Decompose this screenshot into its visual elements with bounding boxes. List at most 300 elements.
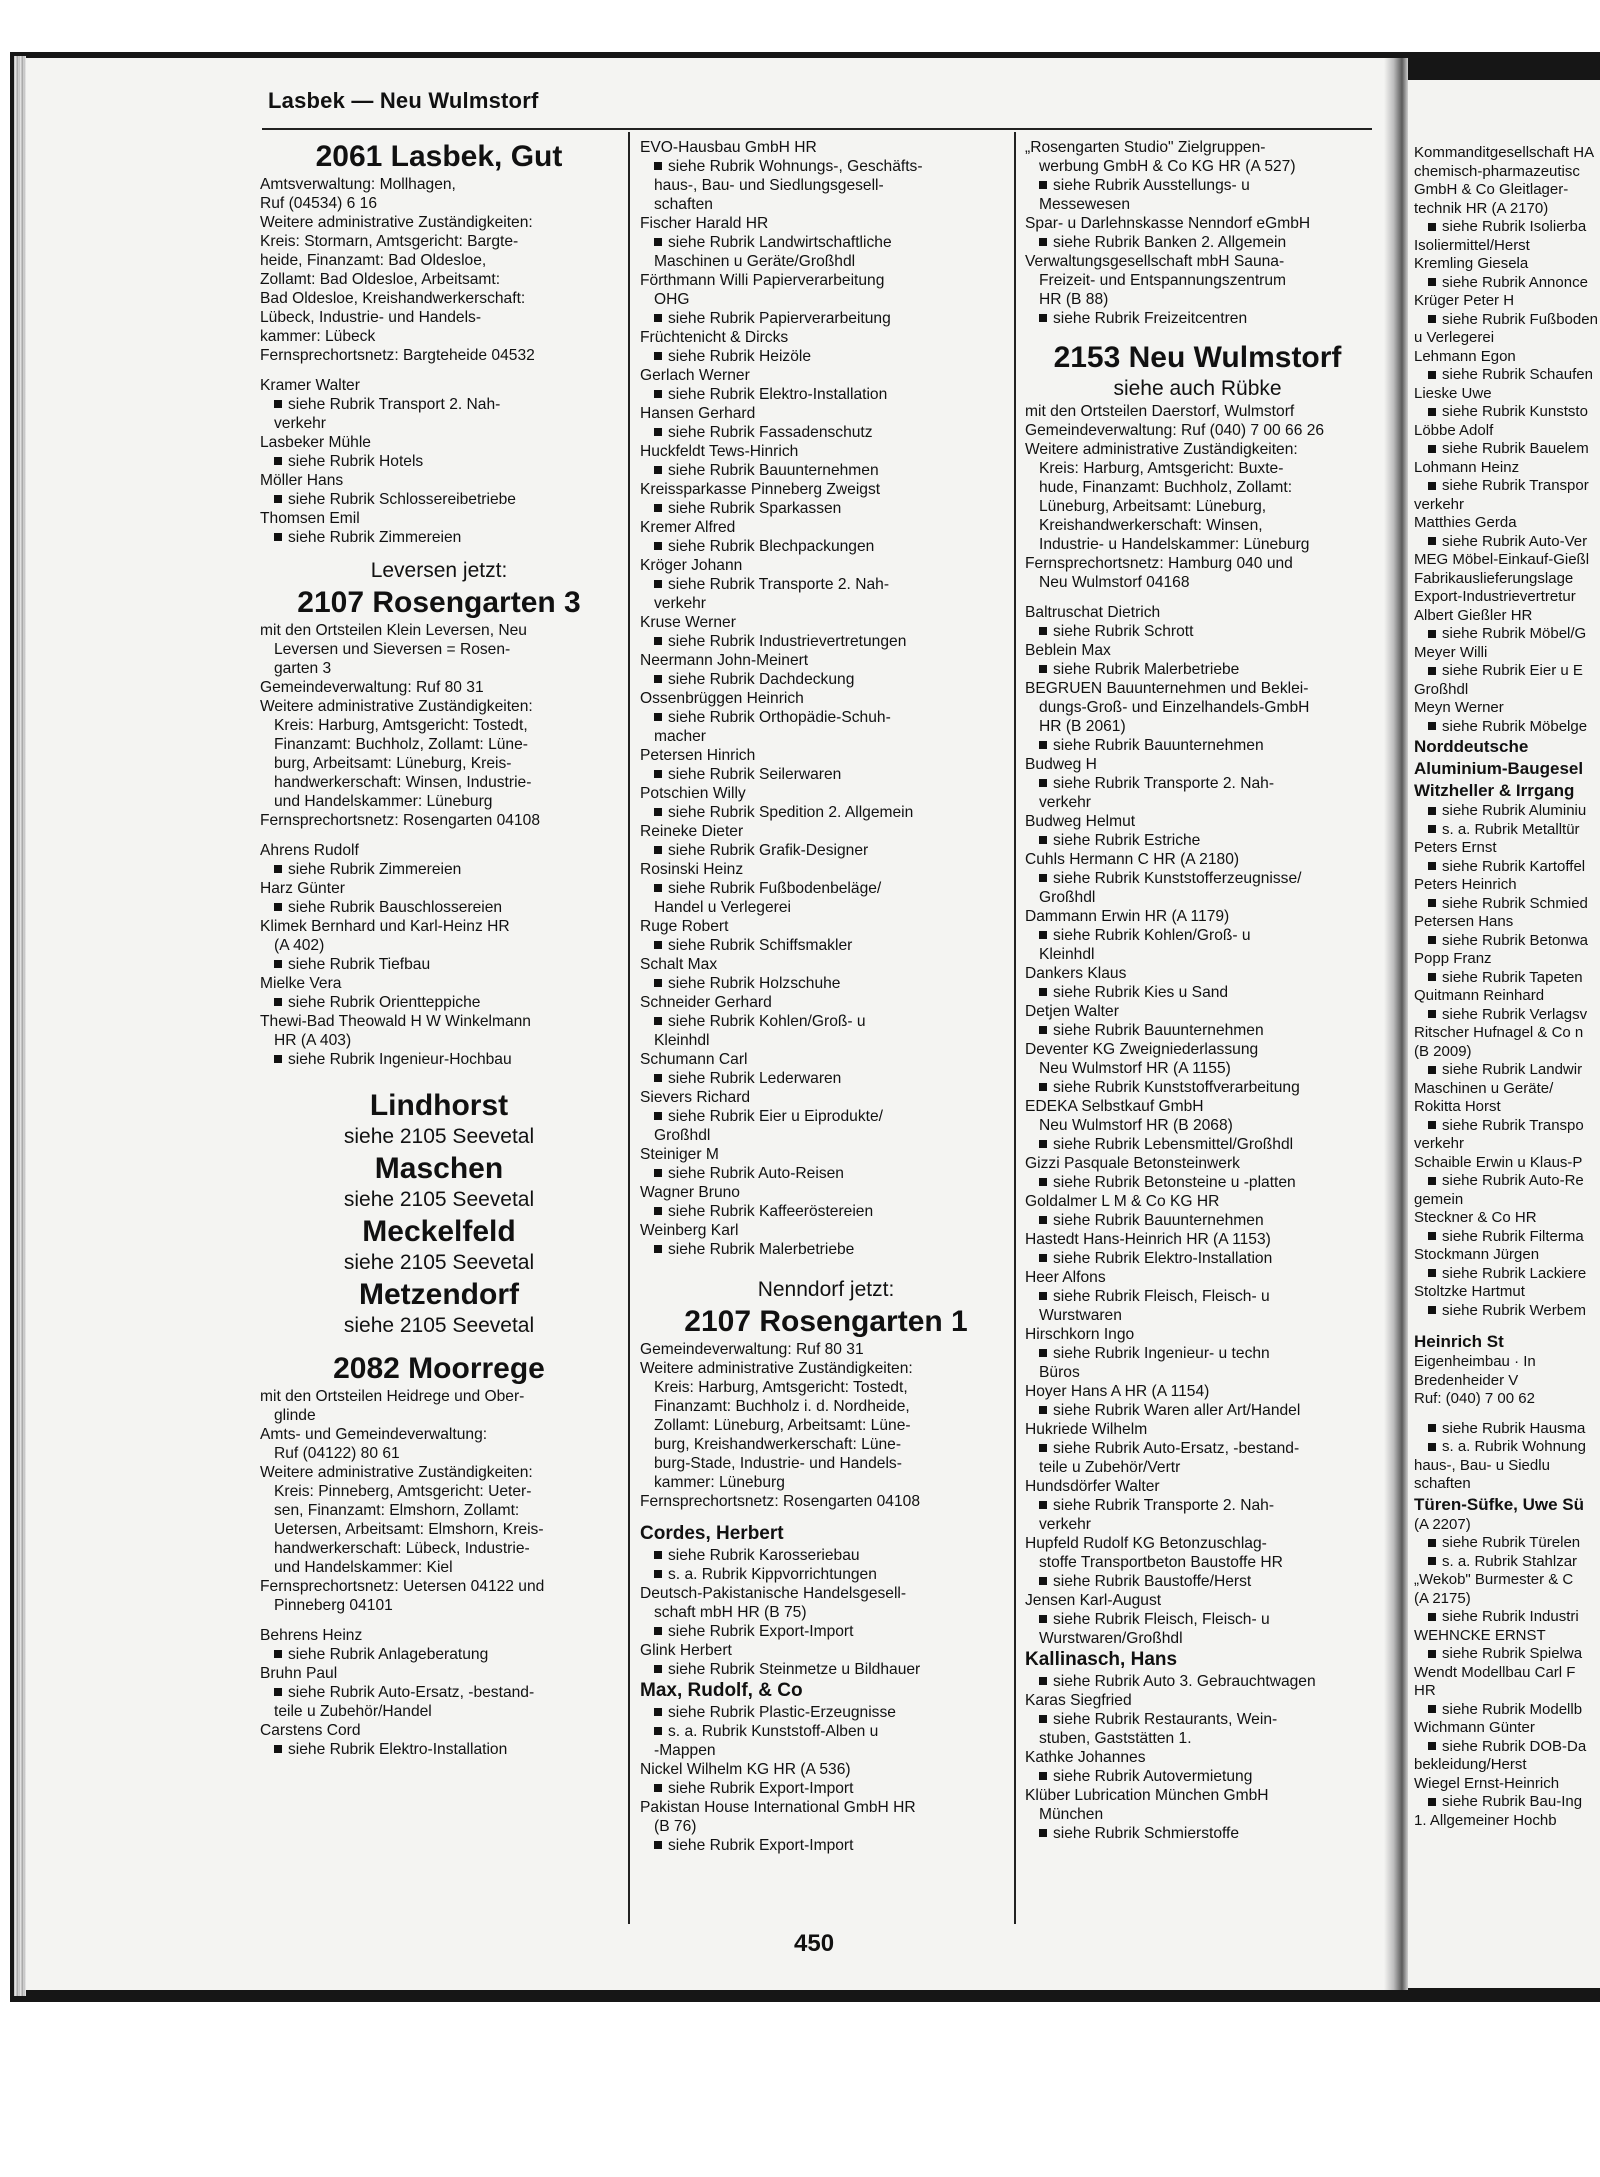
line-text: Maschen	[374, 1152, 504, 1185]
listing-line	[260, 1482, 618, 1501]
listing-line	[640, 1817, 1012, 1836]
line-text: Budweg H	[1025, 756, 1097, 773]
line-text: Ossenbrüggen Heinrich	[640, 690, 804, 707]
line-text: siehe Rubrik Kartoffel	[1442, 857, 1586, 875]
bullet-square-icon	[1428, 1650, 1436, 1658]
listing-line	[1414, 876, 1600, 895]
bullet-square-icon	[1039, 314, 1047, 322]
listing-line	[640, 955, 1012, 974]
line-text: Hukriede Wilhelm	[1025, 1421, 1148, 1438]
section-subheading	[1025, 376, 1370, 402]
line-text: siehe Rubrik Türelen	[1442, 1534, 1581, 1551]
section-subheading	[260, 1124, 618, 1150]
listing-line	[1025, 1116, 1370, 1135]
line-text: Fabrikauslieferungslage	[1414, 569, 1574, 587]
line-text: siehe Rubrik Anlageberatung	[288, 1646, 489, 1663]
line-text: Potschien Willy	[640, 785, 746, 802]
bullet-square-icon	[654, 1074, 662, 1082]
listing-line	[640, 1760, 1012, 1779]
bullet-square-icon	[1428, 278, 1436, 286]
rubric-reference	[640, 1722, 1012, 1741]
line-text: Finanzamt: Buchholz, Zollamt: Lüne-	[274, 736, 528, 753]
line-text: siehe Rubrik Lederwaren	[668, 1070, 842, 1087]
listing-line	[640, 556, 1012, 575]
rubric-reference	[1025, 1135, 1370, 1154]
bullet-square-icon	[1428, 630, 1436, 638]
line-text: mit den Ortsteilen Heidrege und Ober-	[260, 1388, 525, 1405]
listing-line	[640, 1798, 1012, 1817]
bullet-square-icon	[1428, 1798, 1436, 1806]
listing-line	[260, 621, 618, 640]
line-text: Detjen Walter	[1025, 1003, 1119, 1020]
line-text: glinde	[274, 1407, 316, 1424]
listing-line	[1414, 1627, 1600, 1646]
listing-line	[1025, 850, 1370, 869]
line-text: siehe Rubrik Fußboden	[1442, 310, 1598, 328]
listing-line	[260, 433, 618, 452]
rubric-reference	[1025, 1496, 1370, 1515]
listing-line	[1025, 573, 1370, 592]
section-heading	[640, 1303, 1012, 1340]
listing-line	[260, 659, 618, 678]
listing-line	[1025, 1363, 1370, 1382]
rubric-reference	[260, 395, 618, 414]
section-heading	[260, 1150, 618, 1187]
line-text: siehe Rubrik Industri	[1442, 1608, 1579, 1625]
line-text: Norddeutsche	[1414, 737, 1529, 756]
line-text: Amts- und Gemeindeverwaltung:	[260, 1426, 488, 1443]
listing-line	[640, 138, 1012, 157]
line-text: siehe Rubrik Kies u Sand	[1053, 984, 1229, 1001]
listing-line	[1025, 1306, 1370, 1325]
line-text: siehe Rubrik Fußbodenbeläge/	[668, 880, 882, 897]
listing-line	[1414, 237, 1600, 256]
line-text: HR (A 403)	[274, 1032, 352, 1049]
line-text: Fernsprechortsnetz: Rosengarten 04108	[640, 1493, 920, 1510]
listing-line	[640, 784, 1012, 803]
line-text: Thomsen Emil	[260, 510, 360, 527]
rubric-reference	[640, 841, 1012, 860]
bullet-square-icon	[274, 1650, 282, 1658]
listing-line	[640, 651, 1012, 670]
section-subheading	[260, 1250, 618, 1276]
rubric-reference	[640, 537, 1012, 556]
line-text: Thewi-Bad Theowald H W Winkelmann	[260, 1013, 531, 1030]
line-text: Uetersen, Arbeitsamt: Elmshorn, Kreis-	[274, 1521, 544, 1538]
line-text: siehe Rubrik Auto-Ersatz, -bestand-	[288, 1684, 535, 1701]
bullet-square-icon	[274, 903, 282, 911]
line-text: Nenndorf jetzt:	[757, 1278, 895, 1301]
directory-column-3	[1025, 138, 1370, 1843]
line-text: siehe Rubrik Verlagsv	[1442, 1005, 1588, 1023]
bullet-square-icon	[1428, 899, 1436, 907]
rubric-reference	[1414, 1534, 1600, 1553]
line-text: siehe Rubrik Steinmetze u Bildhauer	[668, 1661, 921, 1678]
line-text: Kruse Werner	[640, 614, 736, 631]
rubric-reference	[1025, 1249, 1370, 1268]
line-text: siehe Rubrik Auto-Ver	[1442, 532, 1588, 550]
line-text: Lüneburg, Arbeitsamt: Lüneburg,	[1039, 498, 1267, 515]
listing-line	[1025, 1192, 1370, 1211]
bullet-square-icon	[1039, 1349, 1047, 1357]
listing-line	[1414, 1664, 1600, 1683]
line-text: siehe Rubrik Elektro-Installation	[1053, 1250, 1273, 1267]
listing-line	[1025, 641, 1370, 660]
listing-line	[1414, 496, 1600, 515]
line-text: bekleidung/Herst	[1414, 1756, 1527, 1773]
rubric-reference	[260, 1050, 618, 1069]
listing-line	[640, 1454, 1012, 1473]
line-text: kammer: Lüneburg	[654, 1474, 785, 1491]
line-text: MEG Möbel-Einkauf-Gießl	[1414, 551, 1590, 568]
line-text: 2107 Rosengarten 3	[297, 586, 581, 619]
line-text: siehe Rubrik Aluminiu	[1442, 802, 1587, 819]
line-text: siehe Rubrik Möbel/G	[1442, 625, 1587, 642]
line-text: siehe 2105 Seevetal	[343, 1188, 535, 1211]
line-text: Gemeindeverwaltung: Ruf 80 31	[260, 679, 484, 696]
line-text: Förthmann Willi Papierverarbeitung	[640, 272, 885, 289]
line-text: Wagner Bruno	[640, 1184, 740, 1201]
rubric-reference	[1025, 983, 1370, 1002]
bullet-square-icon	[654, 637, 662, 645]
rubric-reference	[1414, 662, 1600, 681]
bullet-square-icon	[274, 495, 282, 503]
bullet-square-icon	[274, 1055, 282, 1063]
line-text: Quitmann Reinhard	[1414, 987, 1545, 1004]
rubric-reference	[640, 1836, 1012, 1855]
line-text: siehe Rubrik Transporte 2. Nah-	[668, 576, 890, 593]
bullet-square-icon	[274, 1745, 282, 1753]
listing-line	[1414, 1246, 1600, 1265]
line-text: siehe Rubrik Zimmereien	[288, 529, 462, 546]
listing-line	[640, 1145, 1012, 1164]
listing-line	[260, 1721, 618, 1740]
listing-line	[260, 194, 618, 213]
listing-line	[640, 860, 1012, 879]
rubric-reference	[260, 490, 618, 509]
line-text: burg-Stade, Industrie- und Handels-	[654, 1455, 902, 1472]
listing-line	[260, 974, 618, 993]
rubric-reference	[1414, 403, 1600, 422]
listing-line	[260, 289, 618, 308]
line-text: 2107 Rosengarten 1	[684, 1305, 968, 1338]
line-text: Schneider Gerhard	[640, 994, 772, 1011]
section-heading	[260, 1213, 618, 1250]
listing-line	[640, 613, 1012, 632]
line-text: siehe Rubrik Sparkassen	[668, 500, 842, 517]
line-text: Ruge Robert	[640, 918, 729, 935]
line-text: HR	[1414, 1682, 1436, 1699]
rubric-reference	[640, 461, 1012, 480]
line-text: Aluminium-Baugesel	[1414, 759, 1584, 778]
spacer	[640, 1511, 1012, 1522]
line-text: Kreis: Pinneberg, Amtsgericht: Ueter-	[274, 1483, 532, 1500]
line-text: (A 402)	[274, 937, 325, 954]
line-text: handwerkerschaft: Winsen, Industrie-	[274, 774, 532, 791]
line-text: siehe Rubrik Seilerwaren	[668, 766, 842, 783]
rubric-reference	[1414, 1793, 1600, 1812]
line-text: Max, Rudolf, & Co	[640, 1680, 803, 1701]
rubric-reference	[640, 347, 1012, 366]
line-text: Kreis: Harburg, Amtsgericht: Tostedt,	[654, 1379, 908, 1396]
line-text: (A 2207)	[1414, 1515, 1471, 1533]
listing-line	[260, 175, 618, 194]
bullet-square-icon	[1428, 1613, 1436, 1621]
listing-line	[260, 697, 618, 716]
bullet-square-icon	[1039, 1140, 1047, 1148]
rubric-reference	[1414, 1608, 1600, 1627]
listing-line	[1414, 1191, 1600, 1210]
line-text: Weitere administrative Zuständigkeiten:	[640, 1360, 913, 1377]
line-text: siehe 2105 Seevetal	[343, 1251, 535, 1274]
line-text: schaften	[654, 196, 713, 213]
listing-line	[640, 746, 1012, 765]
line-text: Meyn Werner	[1414, 699, 1504, 716]
line-text: hude, Finanzamt: Buchholz, Zollamt:	[1039, 479, 1293, 496]
bullet-square-icon	[654, 1784, 662, 1792]
bullet-square-icon	[1428, 1232, 1436, 1240]
listing-line	[1414, 607, 1600, 626]
rubric-reference	[1025, 1173, 1370, 1192]
bullet-square-icon	[1039, 931, 1047, 939]
line-text: Kreishandwerkerschaft: Winsen,	[1039, 517, 1263, 534]
listing-line	[260, 716, 618, 735]
line-text: Deventer KG Zweigniederlassung	[1025, 1041, 1259, 1058]
line-text: Fernsprechortsnetz: Rosengarten 04108	[260, 812, 540, 829]
listing-line	[260, 640, 618, 659]
line-text: verkehr	[1414, 495, 1465, 513]
line-text: Maschinen u Geräte/	[1414, 1079, 1554, 1097]
line-text: Hirschkorn Ingo	[1025, 1326, 1135, 1343]
listing-line	[640, 1492, 1012, 1511]
rubric-reference	[260, 955, 618, 974]
listing-line	[1414, 644, 1600, 663]
spacer	[260, 1069, 618, 1087]
bullet-square-icon	[1428, 1306, 1436, 1314]
rubric-reference	[640, 765, 1012, 784]
directory-column-2	[640, 138, 1012, 1855]
line-text: Kommanditgesellschaft HA	[1414, 144, 1595, 161]
line-text: Neu Wulmstorf HR (A 1155)	[1039, 1060, 1231, 1077]
rubric-reference	[1025, 831, 1370, 850]
line-text: mit den Ortsteilen Klein Leversen, Neu	[260, 622, 527, 639]
listing-line	[1414, 1080, 1600, 1099]
bullet-square-icon	[1428, 862, 1436, 870]
line-text: Ruf (04534) 6 16	[260, 195, 378, 212]
line-text: Witzheller & Irrgang	[1414, 781, 1575, 800]
listing-line	[260, 471, 618, 490]
bullet-square-icon	[654, 770, 662, 778]
listing-line	[1414, 200, 1600, 219]
line-text: siehe Rubrik Lebensmittel/Großhdl	[1053, 1136, 1294, 1153]
bold-listing	[640, 1679, 1012, 1703]
line-text: kammer: Lübeck	[260, 328, 376, 345]
line-text: Steckner & Co HR	[1414, 1209, 1537, 1226]
listing-line	[1025, 421, 1370, 440]
listing-line	[260, 1626, 618, 1645]
listing-line	[1025, 1629, 1370, 1648]
line-text: siehe Rubrik Restaurants, Wein-	[1053, 1711, 1278, 1728]
line-text: (A 2175)	[1414, 1589, 1471, 1607]
line-text: siehe Rubrik Bauunternehmen	[668, 462, 879, 479]
line-text: haus-, Bau- und Siedlungsgesell-	[654, 177, 884, 194]
bullet-square-icon	[1428, 482, 1436, 490]
line-text: siehe Rubrik Malerbetriebe	[668, 1241, 855, 1258]
rubric-reference	[640, 385, 1012, 404]
rubric-reference	[1025, 1572, 1370, 1591]
rubric-reference	[1414, 1438, 1600, 1457]
bullet-square-icon	[1039, 1577, 1047, 1585]
rubric-reference	[640, 499, 1012, 518]
listing-line	[1025, 1805, 1370, 1824]
line-text: 2082 Moorrege	[333, 1352, 545, 1385]
rubric-reference	[260, 1740, 618, 1759]
line-text: Weinberg Karl	[640, 1222, 739, 1239]
line-text: Freizeit- und Entspannungszentrum	[1039, 272, 1287, 289]
bullet-square-icon	[654, 846, 662, 854]
rubric-reference	[640, 803, 1012, 822]
line-text: Popp Franz	[1414, 950, 1492, 967]
listing-line	[260, 735, 618, 754]
bullet-square-icon	[1039, 1026, 1047, 1034]
listing-line	[260, 1444, 618, 1463]
listing-line	[1025, 812, 1370, 831]
line-text: Neu Wulmstorf HR (B 2068)	[1039, 1117, 1233, 1134]
line-text: Lindhorst	[369, 1089, 509, 1122]
line-text: Ruf: (040) 7 00 62	[1414, 1390, 1535, 1407]
listing-line	[1414, 1098, 1600, 1117]
line-text: siehe Rubrik Malerbetriebe	[1053, 661, 1240, 678]
bullet-square-icon	[274, 960, 282, 968]
rubric-reference	[1025, 869, 1370, 888]
line-text: Weitere administrative Zuständigkeiten:	[260, 698, 533, 715]
bullet-square-icon	[1428, 1742, 1436, 1750]
bold-listing	[1414, 780, 1600, 802]
rubric-reference	[1025, 1610, 1370, 1629]
rubric-reference	[1414, 1006, 1600, 1025]
listing-line	[1025, 1097, 1370, 1116]
line-text: stoffe Transportbeton Baustoffe HR	[1039, 1554, 1283, 1571]
line-text: EDEKA Selbstkauf GmbH	[1025, 1098, 1204, 1115]
line-text: Rokitta Horst	[1414, 1098, 1501, 1115]
line-text: Reineke Dieter	[640, 823, 744, 840]
listing-line	[640, 1031, 1012, 1050]
bullet-square-icon	[1039, 836, 1047, 844]
bullet-square-icon	[1039, 627, 1047, 635]
listing-line	[1414, 459, 1600, 478]
section-heading	[260, 584, 618, 621]
line-text: siehe Rubrik Fleisch, Fleisch- u	[1053, 1611, 1270, 1628]
line-text: Wurstwaren	[1039, 1307, 1122, 1324]
line-text: siehe Rubrik Kunststo	[1442, 403, 1588, 420]
line-text: siehe Rubrik Elektro-Installation	[668, 386, 888, 403]
line-text: Jensen Karl-August	[1025, 1592, 1162, 1609]
line-text: s. a. Rubrik Wohnung	[1442, 1438, 1586, 1455]
line-text: Industrie- u Handelskammer: Lüneburg	[1039, 536, 1310, 553]
bullet-square-icon	[1039, 1715, 1047, 1723]
rubric-reference	[640, 1546, 1012, 1565]
line-text: Wichmann Günter	[1414, 1719, 1535, 1736]
listing-line	[260, 1558, 618, 1577]
listing-line	[260, 754, 618, 773]
line-text: Fernsprechortsnetz: Bargteheide 04532	[260, 347, 535, 364]
line-text: burg, Kreishandwerkerschaft: Lüne-	[654, 1436, 902, 1453]
line-text: Heinrich St	[1414, 1332, 1504, 1351]
listing-line	[1025, 478, 1370, 497]
listing-line	[260, 1387, 618, 1406]
listing-line	[1025, 1786, 1370, 1805]
line-text: macher	[654, 728, 706, 745]
listing-line	[260, 232, 618, 251]
line-text: siehe Rubrik Export-Import	[668, 1837, 854, 1854]
line-text: verkehr	[654, 595, 706, 612]
page-header: Lasbek — Neu Wulmstorf	[268, 88, 539, 113]
line-text: siehe Rubrik Kunststofferzeugnisse/	[1053, 870, 1302, 887]
bold-listing	[1414, 758, 1600, 780]
listing-line	[1025, 516, 1370, 535]
bullet-square-icon	[1428, 1269, 1436, 1277]
listing-line	[1025, 679, 1370, 698]
listing-line	[1025, 793, 1370, 812]
listing-line	[640, 195, 1012, 214]
bullet-square-icon	[654, 314, 662, 322]
bullet-square-icon	[1428, 408, 1436, 416]
line-text: siehe Rubrik Ingenieur- u techn	[1053, 1345, 1270, 1362]
listing-line	[260, 936, 618, 955]
line-text: Maschinen u Geräte/Großhdl	[654, 253, 856, 270]
section-heading	[260, 1276, 618, 1313]
bullet-square-icon	[1428, 537, 1436, 545]
book-page-edge	[14, 56, 26, 1996]
listing-line	[1414, 144, 1600, 163]
line-text: siehe Rubrik Hotels	[288, 453, 424, 470]
line-text: Fernsprechortsnetz: Hamburg 040 und	[1025, 555, 1293, 572]
bullet-square-icon	[1428, 973, 1436, 981]
listing-line	[1414, 839, 1600, 858]
listing-line	[640, 898, 1012, 917]
rubric-reference	[1414, 1553, 1600, 1572]
line-text: siehe Rubrik Kunststoffverarbeitung	[1053, 1079, 1300, 1096]
line-text: 2061 Lasbek, Gut	[315, 140, 563, 173]
line-text: Kleinhdl	[654, 1032, 710, 1049]
bullet-square-icon	[654, 808, 662, 816]
rubric-reference	[640, 708, 1012, 727]
line-text: siehe Rubrik Estriche	[1053, 832, 1201, 849]
line-text: siehe Rubrik Plastic-Erzeugnisse	[668, 1704, 896, 1721]
rubric-reference	[1025, 926, 1370, 945]
bullet-square-icon	[654, 162, 662, 170]
listing-line	[640, 727, 1012, 746]
line-text: Lieske Uwe	[1414, 384, 1492, 402]
line-text: Kreis: Harburg, Amtsgericht: Tostedt,	[274, 717, 528, 734]
section-heading	[1025, 339, 1370, 376]
line-text: s. a. Rubrik Kippvorrichtungen	[668, 1566, 877, 1583]
bullet-square-icon	[1039, 1083, 1047, 1091]
line-text: siehe Rubrik Auto-Ersatz, -bestand-	[1053, 1440, 1300, 1457]
line-text: siehe Rubrik Kohlen/Groß- u	[1053, 927, 1251, 944]
line-text: siehe Rubrik Blechpackungen	[668, 538, 875, 555]
line-text: Carstens Cord	[260, 1722, 361, 1739]
line-text: Großhdl	[1039, 889, 1096, 906]
line-text: Fernsprechortsnetz: Uetersen 04122 und	[260, 1578, 545, 1595]
line-text: WEHNCKE ERNST	[1414, 1626, 1546, 1644]
page-number: 450	[794, 1930, 835, 1957]
listing-line	[1414, 1682, 1600, 1701]
line-text: Bad Oldesloe, Kreishandwerkerschaft:	[260, 290, 526, 307]
line-text: Spar- u Darlehnskasse Nenndorf eGmbH	[1025, 215, 1311, 232]
spacer	[260, 1339, 618, 1350]
line-text: dungs-Groß- und Einzelhandels-GmbH	[1039, 699, 1310, 716]
